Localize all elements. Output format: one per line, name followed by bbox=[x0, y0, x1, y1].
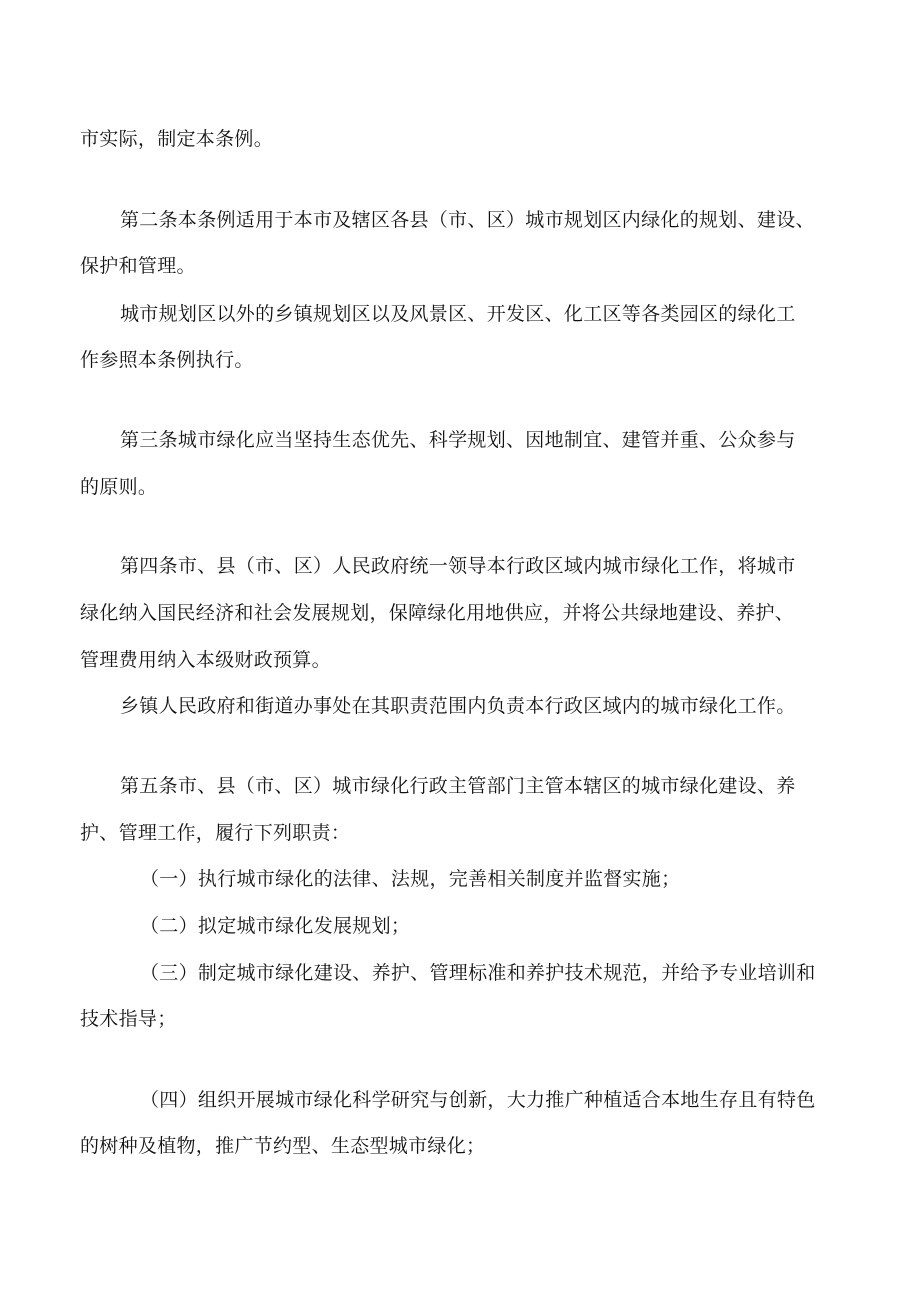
list-item-continuation: 的树种及植物，推广节约型、生态型城市绿化； bbox=[80, 1135, 486, 1157]
article-3-line-1: 第三条城市绿化应当坚持生态优先、科学规划、因地制宜、建管并重、公众参与 bbox=[120, 429, 796, 451]
article-4-line-3: 管理费用纳入本级财政预算。 bbox=[80, 649, 331, 671]
list-item: （一）执行城市绿化的法律、法规，完善相关制度并监督实施； bbox=[140, 868, 681, 890]
text-line: 作参照本条例执行。 bbox=[80, 349, 254, 371]
text-line: 乡镇人民政府和街道办事处在其职责范围内负责本行政区域内的城市绿化工作。 bbox=[120, 695, 796, 717]
text-line: 城市规划区以外的乡镇规划区以及风景区、开发区、化工区等各类园区的绿化工 bbox=[120, 303, 796, 325]
list-item: （二）拟定城市绿化发展规划； bbox=[140, 915, 411, 937]
article-2-line-1: 第二条本条例适用于本市及辖区各县（市、区）城市规划区内绿化的规划、建设、 bbox=[120, 209, 815, 231]
article-5-line-2: 护、管理工作，履行下列职责： bbox=[80, 822, 351, 844]
list-item: （四）组织开展城市绿化科学研究与创新，大力推广种植适合本地生存且有特色 bbox=[140, 1089, 816, 1111]
article-5-line-1: 第五条市、县（市、区）城市绿化行政主管部门主管本辖区的城市绿化建设、养 bbox=[120, 775, 796, 797]
article-2-line-2: 保护和管理。 bbox=[80, 255, 196, 277]
article-3-line-2: 的原则。 bbox=[80, 476, 158, 498]
article-4-line-1: 第四条市、县（市、区）人民政府统一领导本行政区域内城市绿化工作，将城市 bbox=[120, 555, 796, 577]
list-item: （三）制定城市绿化建设、养护、管理标准和养护技术规范，并给予专业培训和 bbox=[140, 962, 816, 984]
list-item-continuation: 技术指导； bbox=[80, 1008, 177, 1030]
article-4-line-2: 绿化纳入国民经济和社会发展规划，保障绿化用地供应，并将公共绿地建设、养护、 bbox=[80, 602, 795, 624]
text-line: 市实际，制定本条例。 bbox=[80, 128, 274, 150]
